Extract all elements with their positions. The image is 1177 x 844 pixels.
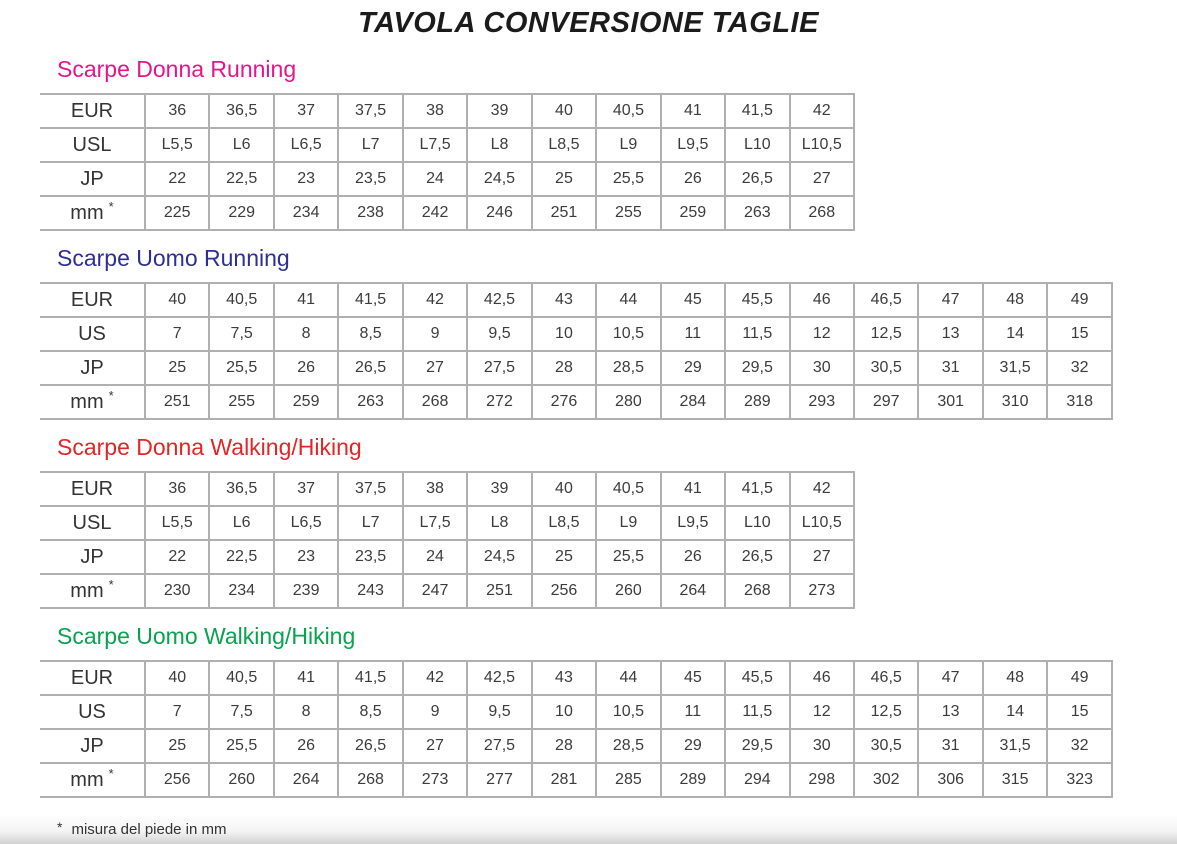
- size-cell: L10,5: [790, 506, 854, 540]
- size-cell: 43: [532, 661, 596, 695]
- size-table-donna-walking-hiking: [40, 471, 855, 609]
- size-cell: 284: [661, 385, 725, 419]
- row-label: JP: [40, 540, 145, 574]
- size-cell: 29,5: [725, 729, 789, 763]
- size-cell: 268: [790, 196, 854, 230]
- size-cell: 256: [532, 574, 596, 608]
- size-cell: 273: [790, 574, 854, 608]
- table-row: [40, 317, 1112, 351]
- size-cell: 22,5: [209, 162, 273, 196]
- size-cell: 9,5: [467, 695, 531, 729]
- size-cell: 264: [661, 574, 725, 608]
- size-cell: 39: [467, 472, 531, 506]
- size-cell: 41,5: [338, 283, 402, 317]
- size-cell: 10,5: [596, 317, 660, 351]
- size-cell: 11,5: [725, 317, 789, 351]
- size-cell: 26,5: [338, 729, 402, 763]
- size-cell: 8: [274, 317, 338, 351]
- size-cell: 45,5: [725, 283, 789, 317]
- size-cell: 42: [403, 661, 467, 695]
- size-cell: 268: [725, 574, 789, 608]
- row-label: mm *: [40, 196, 145, 230]
- size-cell: 26: [661, 162, 725, 196]
- size-cell: L6: [209, 128, 273, 162]
- size-cell: 25,5: [209, 351, 273, 385]
- size-cell: 11,5: [725, 695, 789, 729]
- size-cell: 46: [790, 661, 854, 695]
- size-cell: L9,5: [661, 128, 725, 162]
- size-cell: 45: [661, 661, 725, 695]
- row-label: US: [40, 317, 145, 351]
- size-cell: 29,5: [725, 351, 789, 385]
- size-cell: 280: [596, 385, 660, 419]
- table-row: [40, 695, 1112, 729]
- size-cell: 44: [596, 661, 660, 695]
- size-cell: 26,5: [725, 162, 789, 196]
- table-row: [40, 540, 854, 574]
- size-cell: 47: [918, 283, 982, 317]
- size-cell: 23: [274, 162, 338, 196]
- size-cell: 25,5: [209, 729, 273, 763]
- size-cell: 268: [403, 385, 467, 419]
- table-row: [40, 196, 854, 230]
- size-cell: 41: [274, 283, 338, 317]
- size-cell: 22: [145, 162, 209, 196]
- size-cell: 25: [532, 540, 596, 574]
- row-label: mm *: [40, 763, 145, 797]
- table-row: [40, 729, 1112, 763]
- table-row: [40, 661, 1112, 695]
- size-cell: 22: [145, 540, 209, 574]
- size-cell: 26,5: [338, 351, 402, 385]
- size-cell: 41,5: [338, 661, 402, 695]
- size-cell: 24: [403, 162, 467, 196]
- table-row: [40, 94, 854, 128]
- size-cell: 27,5: [467, 729, 531, 763]
- size-cell: 23: [274, 540, 338, 574]
- size-cell: 9: [403, 317, 467, 351]
- size-cell: 23,5: [338, 162, 402, 196]
- table-row: [40, 128, 854, 162]
- size-cell: 255: [596, 196, 660, 230]
- size-table-uomo-walking-hiking: [40, 660, 1113, 798]
- size-cell: 29: [661, 729, 725, 763]
- size-cell: 323: [1047, 763, 1112, 797]
- size-cell: 45: [661, 283, 725, 317]
- size-cell: 12: [790, 317, 854, 351]
- row-label: JP: [40, 351, 145, 385]
- size-cell: 7: [145, 317, 209, 351]
- size-cell: L7,5: [403, 128, 467, 162]
- size-cell: 251: [532, 196, 596, 230]
- size-cell: 48: [983, 283, 1047, 317]
- size-cell: 15: [1047, 317, 1112, 351]
- size-cell: 234: [209, 574, 273, 608]
- size-cell: 7,5: [209, 695, 273, 729]
- size-cell: 37: [274, 94, 338, 128]
- size-cell: L9: [596, 128, 660, 162]
- size-cell: 9: [403, 695, 467, 729]
- size-cell: 301: [918, 385, 982, 419]
- size-cell: 256: [145, 763, 209, 797]
- size-cell: 38: [403, 94, 467, 128]
- size-cell: L5,5: [145, 506, 209, 540]
- size-cell: L6,5: [274, 128, 338, 162]
- row-label: US: [40, 695, 145, 729]
- footnote-marker: *: [108, 198, 114, 214]
- size-cell: L7,5: [403, 506, 467, 540]
- size-cell: 238: [338, 196, 402, 230]
- size-cell: 40: [532, 94, 596, 128]
- size-cell: 234: [274, 196, 338, 230]
- size-cell: 26: [274, 351, 338, 385]
- size-cell: 41: [661, 472, 725, 506]
- size-cell: 247: [403, 574, 467, 608]
- size-cell: 25: [532, 162, 596, 196]
- section-uomo-running: [40, 245, 1177, 420]
- size-cell: L6,5: [274, 506, 338, 540]
- size-cell: 30: [790, 729, 854, 763]
- table-row: [40, 351, 1112, 385]
- size-cell: 302: [854, 763, 918, 797]
- size-cell: L8: [467, 128, 531, 162]
- size-cell: 49: [1047, 661, 1112, 695]
- table-row: [40, 162, 854, 196]
- size-cell: 25,5: [596, 162, 660, 196]
- size-cell: 10: [532, 317, 596, 351]
- size-cell: 25,5: [596, 540, 660, 574]
- size-cell: 43: [532, 283, 596, 317]
- size-cell: 294: [725, 763, 789, 797]
- size-table-donna-running: [40, 93, 855, 231]
- size-cell: 255: [209, 385, 273, 419]
- row-label: JP: [40, 729, 145, 763]
- size-cell: L7: [338, 128, 402, 162]
- size-cell: 27,5: [467, 351, 531, 385]
- size-cell: 13: [918, 317, 982, 351]
- size-cell: L8: [467, 506, 531, 540]
- section-donna-walking-hiking: [40, 434, 1177, 609]
- row-label: EUR: [40, 661, 145, 695]
- size-cell: 26: [661, 540, 725, 574]
- size-cell: 259: [661, 196, 725, 230]
- size-cell: 264: [274, 763, 338, 797]
- footnote-marker: *: [108, 765, 114, 781]
- size-cell: 8,5: [338, 695, 402, 729]
- size-cell: L10,5: [790, 128, 854, 162]
- size-cell: 49: [1047, 283, 1112, 317]
- footnote-marker: *: [108, 387, 114, 403]
- size-cell: 24,5: [467, 540, 531, 574]
- size-cell: 246: [467, 196, 531, 230]
- size-cell: 31,5: [983, 729, 1047, 763]
- footnote-marker: *: [108, 576, 114, 592]
- size-cell: 36,5: [209, 472, 273, 506]
- size-cell: L6: [209, 506, 273, 540]
- size-cell: 31,5: [983, 351, 1047, 385]
- size-cell: 11: [661, 695, 725, 729]
- size-cell: 276: [532, 385, 596, 419]
- size-cell: 26: [274, 729, 338, 763]
- size-cell: 15: [1047, 695, 1112, 729]
- size-cell: 42,5: [467, 283, 531, 317]
- size-cell: 40,5: [209, 661, 273, 695]
- size-cell: 297: [854, 385, 918, 419]
- size-cell: L5,5: [145, 128, 209, 162]
- size-cell: 31: [918, 729, 982, 763]
- size-cell: L9,5: [661, 506, 725, 540]
- size-cell: 272: [467, 385, 531, 419]
- row-label: EUR: [40, 283, 145, 317]
- size-cell: 28,5: [596, 729, 660, 763]
- size-cell: 25: [145, 729, 209, 763]
- footnote-text: misura del piede in mm: [71, 821, 227, 838]
- page-title: TAVOLA CONVERSIONE TAGLIE: [358, 7, 819, 39]
- row-label: JP: [40, 162, 145, 196]
- size-cell: 30: [790, 351, 854, 385]
- size-cell: 38: [403, 472, 467, 506]
- size-cell: 32: [1047, 351, 1112, 385]
- size-cell: 42: [790, 94, 854, 128]
- conversion-tables: [0, 56, 1177, 798]
- size-cell: 39: [467, 94, 531, 128]
- size-cell: 46,5: [854, 283, 918, 317]
- size-cell: 36: [145, 472, 209, 506]
- size-cell: 48: [983, 661, 1047, 695]
- size-cell: 27: [403, 351, 467, 385]
- size-cell: 289: [725, 385, 789, 419]
- size-cell: 28,5: [596, 351, 660, 385]
- size-cell: 7,5: [209, 317, 273, 351]
- size-cell: 40: [532, 472, 596, 506]
- size-cell: 315: [983, 763, 1047, 797]
- size-cell: 14: [983, 695, 1047, 729]
- size-cell: 36,5: [209, 94, 273, 128]
- size-cell: L7: [338, 506, 402, 540]
- size-cell: 41: [274, 661, 338, 695]
- size-cell: 28: [532, 351, 596, 385]
- section-heading: Scarpe Donna Walking/Hiking: [57, 434, 362, 460]
- size-cell: 13: [918, 695, 982, 729]
- size-cell: 27: [403, 729, 467, 763]
- size-cell: 25: [145, 351, 209, 385]
- size-cell: 36: [145, 94, 209, 128]
- size-cell: 41,5: [725, 472, 789, 506]
- size-cell: 27: [790, 540, 854, 574]
- size-cell: 40,5: [209, 283, 273, 317]
- size-cell: 268: [338, 763, 402, 797]
- size-cell: 11: [661, 317, 725, 351]
- size-cell: 42: [790, 472, 854, 506]
- table-row: [40, 506, 854, 540]
- footnote-asterisk: *: [57, 818, 63, 835]
- size-cell: 310: [983, 385, 1047, 419]
- size-cell: 251: [145, 385, 209, 419]
- row-label: EUR: [40, 472, 145, 506]
- size-cell: 281: [532, 763, 596, 797]
- size-cell: 8,5: [338, 317, 402, 351]
- size-cell: 7: [145, 695, 209, 729]
- size-cell: 318: [1047, 385, 1112, 419]
- size-cell: 23,5: [338, 540, 402, 574]
- section-heading: Scarpe Uomo Walking/Hiking: [57, 623, 356, 649]
- size-cell: L10: [725, 506, 789, 540]
- size-cell: 298: [790, 763, 854, 797]
- size-cell: 46: [790, 283, 854, 317]
- size-cell: 12,5: [854, 317, 918, 351]
- row-label: EUR: [40, 94, 145, 128]
- size-cell: 285: [596, 763, 660, 797]
- section-heading: Scarpe Donna Running: [57, 56, 297, 82]
- size-cell: 40: [145, 661, 209, 695]
- size-cell: 32: [1047, 729, 1112, 763]
- table-row: [40, 763, 1112, 797]
- size-cell: 37,5: [338, 472, 402, 506]
- size-cell: 293: [790, 385, 854, 419]
- row-label: mm *: [40, 574, 145, 608]
- size-cell: L8,5: [532, 506, 596, 540]
- size-cell: 259: [274, 385, 338, 419]
- size-cell: 251: [467, 574, 531, 608]
- size-cell: 30,5: [854, 729, 918, 763]
- size-cell: 9,5: [467, 317, 531, 351]
- size-cell: 26,5: [725, 540, 789, 574]
- size-cell: 40: [145, 283, 209, 317]
- size-cell: 37: [274, 472, 338, 506]
- size-cell: 12: [790, 695, 854, 729]
- size-cell: 12,5: [854, 695, 918, 729]
- size-cell: 40,5: [596, 94, 660, 128]
- size-cell: 40,5: [596, 472, 660, 506]
- size-cell: 243: [338, 574, 402, 608]
- section-heading: Scarpe Uomo Running: [57, 245, 290, 271]
- table-row: [40, 472, 854, 506]
- size-cell: 14: [983, 317, 1047, 351]
- size-cell: 24,5: [467, 162, 531, 196]
- size-cell: 239: [274, 574, 338, 608]
- size-cell: 10,5: [596, 695, 660, 729]
- row-label: mm *: [40, 385, 145, 419]
- size-cell: 242: [403, 196, 467, 230]
- size-cell: 28: [532, 729, 596, 763]
- row-label: USL: [40, 506, 145, 540]
- size-cell: L9: [596, 506, 660, 540]
- size-cell: 37,5: [338, 94, 402, 128]
- size-cell: L8,5: [532, 128, 596, 162]
- size-cell: 263: [338, 385, 402, 419]
- size-cell: 42,5: [467, 661, 531, 695]
- table-row: [40, 385, 1112, 419]
- size-cell: 229: [209, 196, 273, 230]
- table-row: [40, 574, 854, 608]
- size-cell: 27: [790, 162, 854, 196]
- size-cell: 277: [467, 763, 531, 797]
- size-cell: 10: [532, 695, 596, 729]
- size-cell: 263: [725, 196, 789, 230]
- size-cell: 260: [209, 763, 273, 797]
- size-cell: 22,5: [209, 540, 273, 574]
- size-cell: 306: [918, 763, 982, 797]
- footnote-bar: [0, 814, 1177, 844]
- size-cell: 42: [403, 283, 467, 317]
- size-cell: 24: [403, 540, 467, 574]
- size-cell: 41,5: [725, 94, 789, 128]
- size-cell: 47: [918, 661, 982, 695]
- size-cell: 46,5: [854, 661, 918, 695]
- size-cell: 30,5: [854, 351, 918, 385]
- size-cell: 230: [145, 574, 209, 608]
- size-cell: 31: [918, 351, 982, 385]
- size-cell: L10: [725, 128, 789, 162]
- size-cell: 44: [596, 283, 660, 317]
- size-cell: 41: [661, 94, 725, 128]
- row-label: USL: [40, 128, 145, 162]
- section-uomo-walking-hiking: [40, 623, 1177, 798]
- size-cell: 45,5: [725, 661, 789, 695]
- size-cell: 225: [145, 196, 209, 230]
- section-donna-running: [40, 56, 1177, 231]
- size-cell: 273: [403, 763, 467, 797]
- size-cell: 8: [274, 695, 338, 729]
- table-row: [40, 283, 1112, 317]
- size-cell: 289: [661, 763, 725, 797]
- size-cell: 260: [596, 574, 660, 608]
- size-cell: 29: [661, 351, 725, 385]
- size-table-uomo-running: [40, 282, 1113, 420]
